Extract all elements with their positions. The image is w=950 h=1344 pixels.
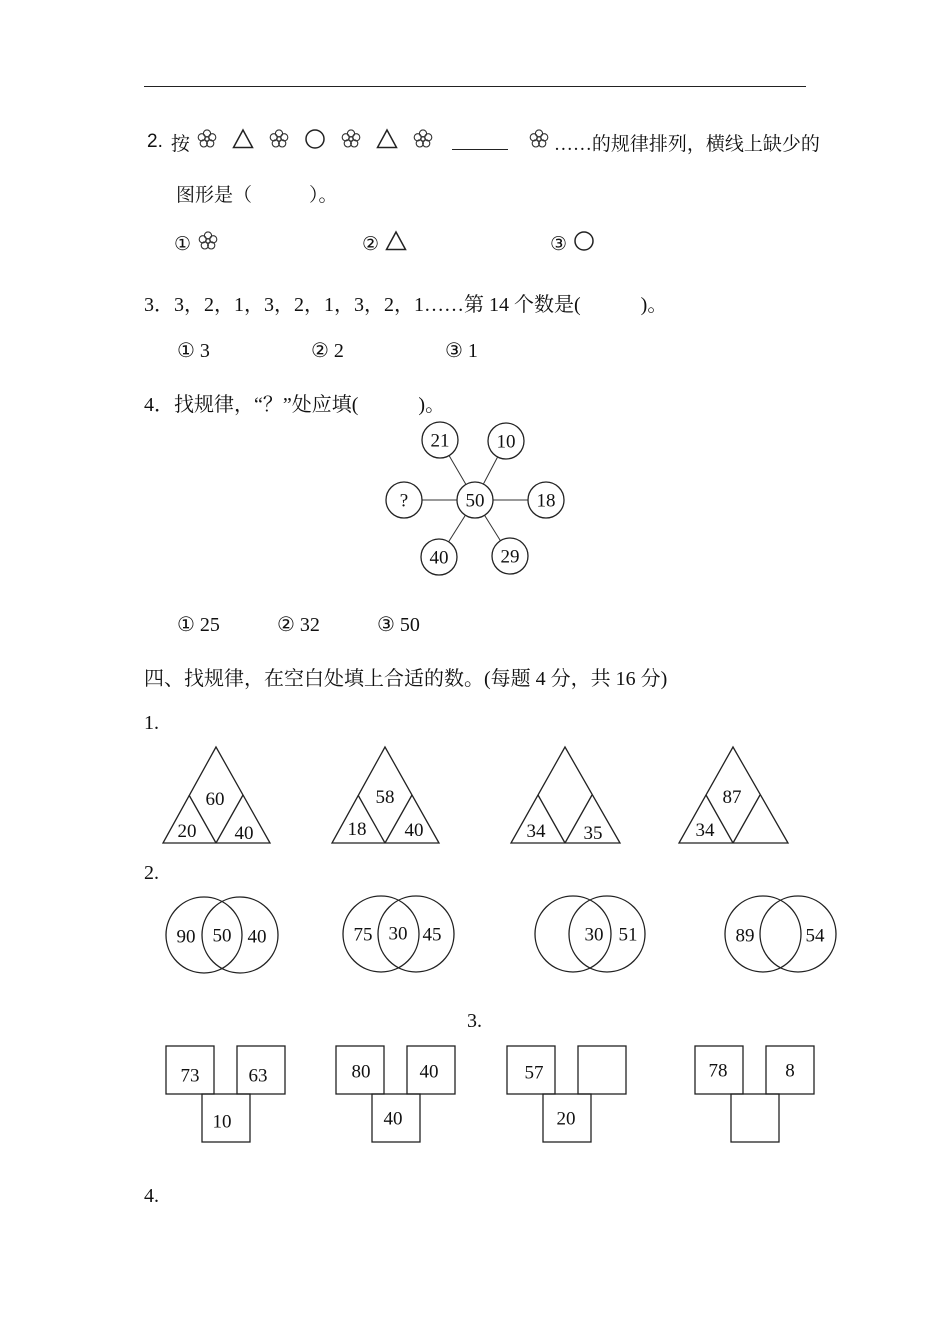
triangle-left-value: 34 xyxy=(526,821,546,842)
q2-option-2 xyxy=(362,230,407,258)
q4-star-diagram xyxy=(380,420,580,580)
flower-icon xyxy=(197,230,219,258)
part-4-label: 4. xyxy=(144,1185,159,1207)
q4-option-3: ③ 50 xyxy=(377,614,420,636)
q3-text: 3．3，2，1，3，2，1，3，2，1……第 14 个数是( )。 xyxy=(144,294,668,316)
answer-blank xyxy=(452,135,508,150)
triangle-icon xyxy=(376,128,398,156)
q2-sequence xyxy=(196,128,550,156)
option-mark: ② xyxy=(362,233,380,255)
triangle-top-value: 60 xyxy=(205,789,225,810)
box-bottom-value: 40 xyxy=(383,1108,403,1130)
option-mark: ① xyxy=(174,233,192,255)
venn-mid-value: 50 xyxy=(212,925,232,947)
q2-number: 2. xyxy=(147,131,163,152)
triangle-right-value: 40 xyxy=(234,823,254,844)
circle-icon xyxy=(304,128,326,156)
q2-lead: 按 xyxy=(170,133,190,155)
venn-mid-value: 30 xyxy=(388,923,408,945)
flower-icon xyxy=(268,128,290,156)
q2-line1 xyxy=(147,128,820,156)
q4-text: 4．找规律，“？”处应填( )。 xyxy=(144,394,446,416)
q2-option-1 xyxy=(174,230,219,258)
spoke-value: 40 xyxy=(429,547,449,569)
box-top-right-value: 40 xyxy=(419,1061,439,1083)
spoke-value: 29 xyxy=(500,546,520,568)
venn-right-value: 40 xyxy=(247,926,267,948)
box-top-left-value: 73 xyxy=(180,1065,200,1087)
option-mark: ③ xyxy=(550,233,568,255)
venn-mid-value: 30 xyxy=(584,924,604,946)
part-3-label: 3. xyxy=(467,1010,482,1032)
venn-left-value: 89 xyxy=(735,925,755,947)
q3-option-3: ③ 1 xyxy=(445,340,478,362)
q4-option-2: ② 32 xyxy=(277,614,320,636)
venn-right-value: 45 xyxy=(422,924,442,946)
flower-icon xyxy=(412,128,434,156)
venn-puzzles xyxy=(160,890,845,980)
triangle-right-value: 35 xyxy=(583,823,603,844)
triangle-right-value: 40 xyxy=(404,820,424,841)
section-heading: 四、找规律，在空白处填上合适的数。(每题 4 分，共 16 分) xyxy=(144,668,668,690)
spoke-value: 18 xyxy=(536,490,556,512)
part-2-label: 2. xyxy=(144,862,159,884)
triangle-top-value: 58 xyxy=(375,787,395,808)
venn-left-value: 75 xyxy=(353,924,373,946)
box-puzzles xyxy=(160,1040,820,1150)
spoke-value: 10 xyxy=(496,431,516,453)
circle-icon xyxy=(573,230,595,258)
box-top-right-value: 63 xyxy=(248,1065,268,1087)
triangle-left-value: 34 xyxy=(695,820,715,841)
box-bottom-value: 10 xyxy=(212,1111,232,1133)
q2-line2: 图形是（ ）。 xyxy=(176,185,338,206)
box-top-left-value: 80 xyxy=(351,1061,371,1083)
q2-option-3 xyxy=(550,230,595,258)
flower-icon xyxy=(196,128,218,156)
q3-option-2: ② 2 xyxy=(311,340,344,362)
box-top-right-value: 8 xyxy=(785,1060,795,1082)
box-top-left-value: 57 xyxy=(524,1062,544,1084)
q2-tail: ……的规律排列，横线上缺少的 xyxy=(553,133,820,155)
triangle-left-value: 18 xyxy=(347,819,367,840)
triangle-puzzles xyxy=(150,740,800,850)
triangle-left-value: 20 xyxy=(177,821,197,842)
flower-icon xyxy=(528,128,550,156)
venn-right-value: 54 xyxy=(805,925,825,947)
triangle-top-value: 87 xyxy=(722,787,742,808)
top-rule xyxy=(144,86,806,87)
unknown-value: ? xyxy=(399,490,409,512)
part-1-label: 1. xyxy=(144,712,159,734)
flower-icon xyxy=(340,128,362,156)
venn-left-value: 90 xyxy=(176,926,196,948)
q3-option-1: ① 3 xyxy=(177,340,210,362)
box-bottom-value: 20 xyxy=(556,1108,576,1130)
box-top-left-value: 78 xyxy=(708,1060,728,1082)
spoke-value: 21 xyxy=(430,430,450,452)
triangle-icon xyxy=(385,230,407,258)
venn-circle xyxy=(760,896,836,972)
q4-option-1: ① 25 xyxy=(177,614,220,636)
center-value: 50 xyxy=(465,490,485,512)
venn-right-value: 51 xyxy=(618,924,638,946)
triangle-icon xyxy=(232,128,254,156)
